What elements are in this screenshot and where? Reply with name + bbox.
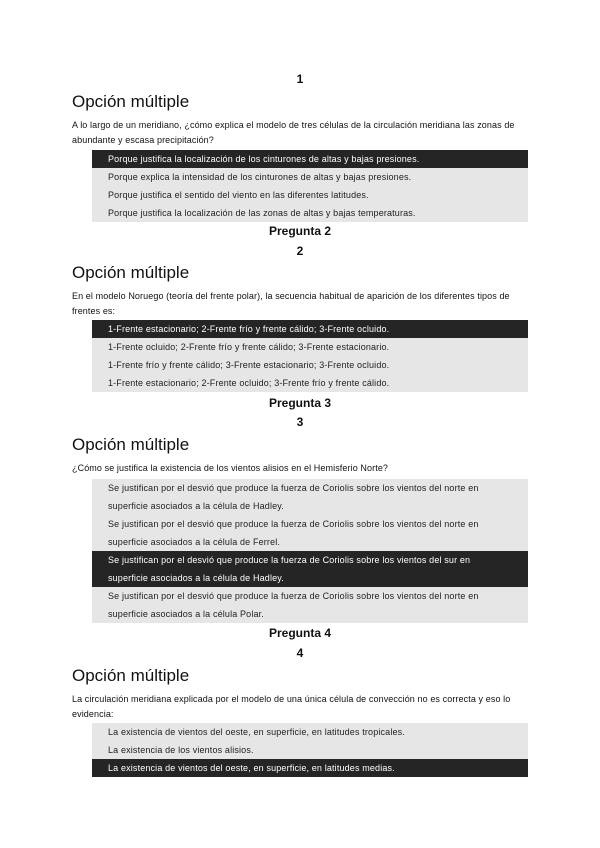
q2-option-4[interactable]: 1-Frente estacionario; 2-Frente ocluido; 3-Frente frío y frente cálido. xyxy=(92,374,528,392)
q4-option-1[interactable]: La existencia de vientos del oeste, en superficie, en latitudes tropicales. xyxy=(92,723,528,741)
q1-option-2[interactable]: Porque explica la intensidad de los cinturones de altas y bajas presiones. xyxy=(92,168,528,186)
question-2-options xyxy=(92,320,528,392)
question-3-number: 3 xyxy=(296,415,304,429)
question-2-text: En el modelo Noruego (teoría del frente polar), la secuencia habitual de aparición de los diferentes tipos de frentes es: xyxy=(72,291,510,316)
question-4-heading: Pregunta 4 xyxy=(268,626,331,640)
question-1-text: A lo largo de un meridiano, ¿cómo explica el modelo de tres células de la circulación meridiana las zonas de abundante y escasa precipitación? xyxy=(72,120,515,145)
question-4-type: Opción múltiple xyxy=(72,666,190,685)
question-4-number: 4 xyxy=(296,646,304,660)
q3-option-1[interactable]: Se justifican por el desvió que produce la fuerza de Coriolis sobre los vientos del norte en superficie asociados a la célula de Hadley. xyxy=(92,479,528,515)
q4-option-3[interactable]: La existencia de vientos del oeste, en superficie, en latitudes medias. xyxy=(92,759,528,777)
q1-option-4[interactable]: Porque justifica la localización de las zonas de altas y bajas temperaturas. xyxy=(92,204,528,222)
q4-option-2[interactable]: La existencia de los vientos alisios. xyxy=(92,741,528,759)
question-1-type: Opción múltiple xyxy=(72,92,190,111)
question-1-options xyxy=(92,150,528,222)
question-2-heading: Pregunta 2 xyxy=(268,224,331,238)
q1-option-1[interactable]: Porque justifica la localización de los cinturones de altas y bajas presiones. xyxy=(92,150,528,168)
question-1-number: 1 xyxy=(296,72,304,86)
question-3-text: ¿Cómo se justifica la existencia de los vientos alisios en el Hemisferio Norte? xyxy=(72,463,389,473)
q3-option-2[interactable]: Se justifican por el desvió que produce la fuerza de Coriolis sobre los vientos del norte en superficie asociados a la célula de Ferrel. xyxy=(92,515,528,551)
question-2-number: 2 xyxy=(296,244,304,258)
question-4-text: La circulación meridiana explicada por el modelo de una única célula de convección no es correcta y eso lo evidencia: xyxy=(72,694,511,719)
q2-option-1[interactable]: 1-Frente estacionario; 2-Frente frío y frente cálido; 3-Frente ocluido. xyxy=(92,320,528,338)
question-4-options xyxy=(92,723,528,777)
question-3-heading: Pregunta 3 xyxy=(268,396,331,410)
q2-option-2[interactable]: 1-Frente ocluido; 2-Frente frío y frente cálido; 3-Frente estacionario. xyxy=(92,338,528,356)
q1-option-3[interactable]: Porque justifica el sentido del viento en las diferentes latitudes. xyxy=(92,186,528,204)
q3-option-4[interactable]: Se justifican por el desvió que produce la fuerza de Coriolis sobre los vientos del norte en superficie asociados a la célula Polar. xyxy=(92,587,528,623)
question-3-options xyxy=(92,479,528,623)
q2-option-3[interactable]: 1-Frente frío y frente cálido; 3-Frente estacionario; 3-Frente ocluido. xyxy=(92,356,528,374)
question-3-type: Opción múltiple xyxy=(72,435,190,454)
question-2-type: Opción múltiple xyxy=(72,263,190,282)
q3-option-3[interactable]: Se justifican por el desvió que produce la fuerza de Coriolis sobre los vientos del sur en superficie asociados a la célula de Hadley. xyxy=(92,551,528,587)
